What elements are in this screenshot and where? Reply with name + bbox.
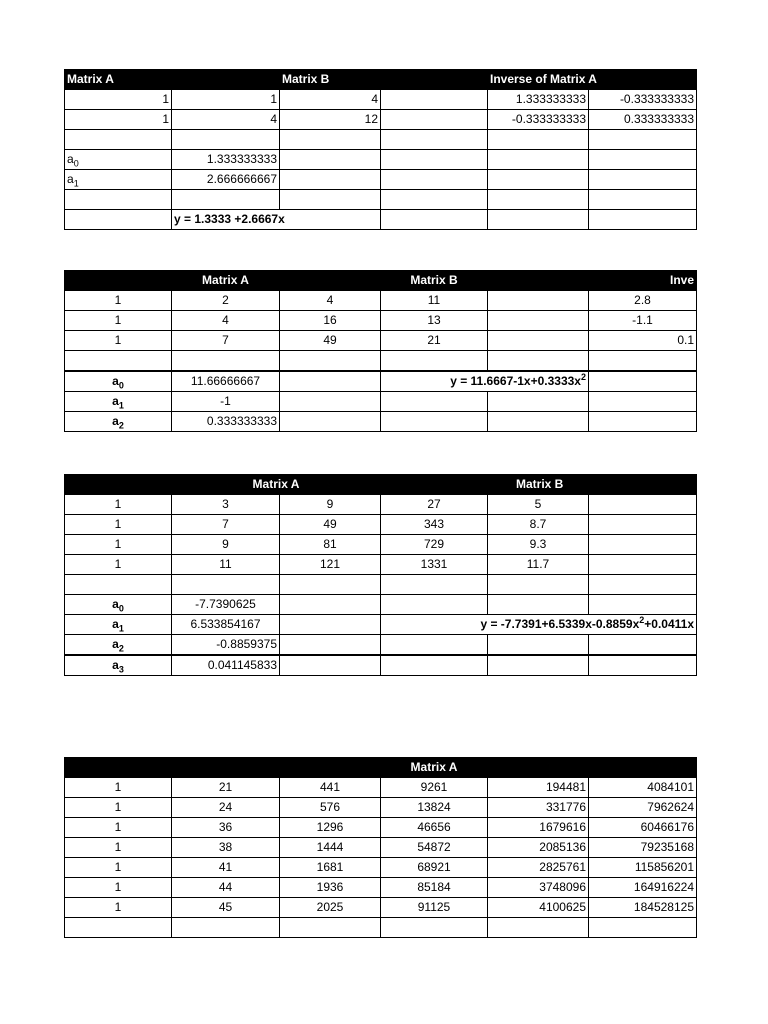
cell[interactable]: 9: [172, 535, 280, 555]
cell[interactable]: [381, 351, 488, 372]
header-matrix-a: Matrix A: [172, 271, 280, 291]
cell[interactable]: 9261: [381, 778, 488, 798]
table-row: [65, 555, 697, 575]
cell[interactable]: [488, 635, 589, 656]
equation-linear[interactable]: y = 1.3333 +2.6667x: [172, 210, 381, 230]
cell[interactable]: 45: [172, 898, 280, 918]
cell[interactable]: 1331: [381, 555, 488, 575]
cell[interactable]: 21: [172, 778, 280, 798]
coef-a1-value[interactable]: 2.666666667: [172, 170, 280, 190]
table-row: [65, 291, 697, 311]
cell[interactable]: [65, 190, 172, 210]
cell[interactable]: 2025: [280, 898, 381, 918]
cell[interactable]: [589, 412, 697, 432]
header-matrix-b: Matrix B: [381, 271, 488, 291]
cell[interactable]: 1444: [280, 838, 381, 858]
equation-quadratic[interactable]: $y = 11.6667-1x+0.3333x^2$: [381, 371, 589, 392]
cell[interactable]: [381, 412, 488, 432]
table-row: [65, 392, 697, 412]
table-row: [65, 818, 697, 838]
cell[interactable]: [488, 392, 589, 412]
cell[interactable]: [65, 575, 172, 595]
cell[interactable]: 49: [280, 515, 381, 535]
cell[interactable]: [488, 291, 589, 311]
cell[interactable]: 7: [172, 331, 280, 351]
table-header-row: [65, 271, 697, 291]
cell[interactable]: 115856201: [589, 858, 697, 878]
cell[interactable]: 46656: [381, 818, 488, 838]
cell[interactable]: [381, 150, 488, 170]
cell[interactable]: 1: [172, 90, 280, 110]
table-row: [65, 90, 697, 110]
cell[interactable]: [280, 635, 381, 656]
cell[interactable]: [280, 190, 381, 210]
cell[interactable]: 1679616: [488, 818, 589, 838]
table-quadratic-fit: [64, 270, 697, 432]
cell[interactable]: [280, 371, 381, 392]
cell[interactable]: 1681: [280, 858, 381, 878]
cell[interactable]: [65, 918, 172, 938]
cell[interactable]: 1936: [280, 878, 381, 898]
cell[interactable]: [381, 635, 488, 656]
cell[interactable]: 68921: [381, 858, 488, 878]
header-matrix-b: Matrix B: [488, 475, 589, 495]
cell[interactable]: 121: [280, 555, 381, 575]
table-row: [65, 495, 697, 515]
cell[interactable]: 1: [65, 878, 172, 898]
coef-a1-label[interactable]: $a_1$: [65, 615, 172, 635]
cell[interactable]: [381, 575, 488, 595]
cell[interactable]: 49: [280, 331, 381, 351]
table-row: [65, 412, 697, 432]
cell[interactable]: [280, 918, 381, 938]
cell[interactable]: [488, 655, 589, 676]
cell[interactable]: 3: [172, 495, 280, 515]
coef-a0-label[interactable]: $a_0$: [65, 150, 172, 170]
cell[interactable]: 12: [280, 110, 381, 130]
cell[interactable]: -1.1: [589, 311, 697, 331]
cell[interactable]: [488, 311, 589, 331]
cell[interactable]: [280, 150, 381, 170]
table-row: [65, 575, 697, 595]
cell[interactable]: [280, 392, 381, 412]
cell[interactable]: 13: [381, 311, 488, 331]
cell[interactable]: 1.333333333: [488, 90, 589, 110]
cell[interactable]: 4: [172, 311, 280, 331]
cell[interactable]: 729: [381, 535, 488, 555]
cell[interactable]: 164916224: [589, 878, 697, 898]
table-row: [65, 170, 697, 190]
table-linear-fit: [64, 69, 697, 230]
cell[interactable]: [488, 130, 589, 150]
table-row: [65, 210, 697, 230]
cell[interactable]: [381, 110, 488, 130]
coef-a3-label[interactable]: $a_3$: [65, 655, 172, 676]
cell[interactable]: 8.7: [488, 515, 589, 535]
cell[interactable]: [589, 555, 697, 575]
cell[interactable]: [381, 918, 488, 938]
cell[interactable]: 343: [381, 515, 488, 535]
equation-cubic[interactable]: $y = -7.7391+6.5339x-0.8859x^2+0.0411x$: [381, 615, 697, 635]
cell[interactable]: 44: [172, 878, 280, 898]
cell[interactable]: [280, 655, 381, 676]
cell[interactable]: [381, 190, 488, 210]
cell[interactable]: 2: [172, 291, 280, 311]
table-row: [65, 351, 697, 372]
coef-a0-value[interactable]: 11.66666667: [172, 371, 280, 392]
cell[interactable]: 38: [172, 838, 280, 858]
table-row: [65, 778, 697, 798]
cell[interactable]: [381, 90, 488, 110]
cell[interactable]: [589, 170, 697, 190]
header-matrix-b: Matrix B: [280, 70, 381, 90]
cell[interactable]: 1: [65, 555, 172, 575]
cell[interactable]: [172, 575, 280, 595]
table-row: [65, 898, 697, 918]
cell[interactable]: 331776: [488, 798, 589, 818]
cell[interactable]: [65, 351, 172, 372]
cell[interactable]: 576: [280, 798, 381, 818]
cell[interactable]: [488, 351, 589, 372]
table-row: [65, 595, 697, 615]
cell[interactable]: [488, 918, 589, 938]
cell[interactable]: 1: [65, 898, 172, 918]
cell[interactable]: [280, 130, 381, 150]
coef-a0-label[interactable]: $a_0$: [65, 371, 172, 392]
cell[interactable]: [280, 615, 381, 635]
header-matrix-a: Matrix A: [65, 70, 172, 90]
header-matrix-a: Matrix A: [410, 760, 458, 774]
cell[interactable]: 54872: [381, 838, 488, 858]
cell[interactable]: [280, 575, 381, 595]
cell[interactable]: 24: [172, 798, 280, 818]
cell[interactable]: 184528125: [589, 898, 697, 918]
table-row: [65, 515, 697, 535]
cell[interactable]: 11: [172, 555, 280, 575]
cell[interactable]: [172, 190, 280, 210]
cell[interactable]: 1: [65, 311, 172, 331]
cell[interactable]: 1: [65, 838, 172, 858]
cell[interactable]: [488, 170, 589, 190]
cell[interactable]: 16: [280, 311, 381, 331]
cell[interactable]: [280, 595, 381, 615]
table-quintic-matrix: [64, 757, 697, 938]
cell[interactable]: 2085136: [488, 838, 589, 858]
cell[interactable]: 36: [172, 818, 280, 838]
cell[interactable]: [381, 130, 488, 150]
cell[interactable]: 1: [65, 858, 172, 878]
cell[interactable]: -0.333333333: [589, 90, 697, 110]
table-row: [65, 615, 697, 635]
cell[interactable]: [280, 412, 381, 432]
coef-a2-label[interactable]: $a_2$: [65, 635, 172, 656]
table-row: [65, 371, 697, 392]
cell[interactable]: [488, 150, 589, 170]
coef-a0-value[interactable]: -7.7390625: [172, 595, 280, 615]
cell[interactable]: [488, 595, 589, 615]
cell[interactable]: 1: [65, 495, 172, 515]
coef-a1-value[interactable]: -1: [172, 392, 280, 412]
cell[interactable]: 7: [172, 515, 280, 535]
cell[interactable]: [589, 130, 697, 150]
header-matrix-a: Matrix A: [172, 475, 381, 495]
cell[interactable]: 1: [65, 798, 172, 818]
cell[interactable]: 2.8: [589, 291, 697, 311]
coef-a3-value[interactable]: 0.041145833: [172, 655, 280, 676]
table-row: [65, 798, 697, 818]
cell[interactable]: 21: [381, 331, 488, 351]
cell[interactable]: [488, 331, 589, 351]
cell[interactable]: 60466176: [589, 818, 697, 838]
cell[interactable]: [589, 190, 697, 210]
coef-a2-value[interactable]: -0.8859375: [172, 635, 280, 656]
cell[interactable]: [280, 170, 381, 190]
cell[interactable]: [488, 412, 589, 432]
cell[interactable]: [65, 210, 172, 230]
cell[interactable]: [589, 371, 697, 392]
cell[interactable]: 1: [65, 110, 172, 130]
table-row: [65, 878, 697, 898]
cell[interactable]: 1: [65, 535, 172, 555]
cell[interactable]: [589, 210, 697, 230]
cell[interactable]: 4: [280, 90, 381, 110]
cell[interactable]: 81: [280, 535, 381, 555]
cell[interactable]: 9.3: [488, 535, 589, 555]
cell[interactable]: 4: [172, 110, 280, 130]
table-row: [65, 130, 697, 150]
cell[interactable]: 5: [488, 495, 589, 515]
cell[interactable]: 1: [65, 818, 172, 838]
cell[interactable]: 11: [381, 291, 488, 311]
cell[interactable]: [172, 918, 280, 938]
table-row: [65, 655, 697, 676]
cell[interactable]: [589, 495, 697, 515]
coef-a2-label[interactable]: $a_2$: [65, 412, 172, 432]
table-row: [65, 190, 697, 210]
cell[interactable]: 1: [65, 291, 172, 311]
cell[interactable]: [589, 575, 697, 595]
cell[interactable]: 91125: [381, 898, 488, 918]
cell[interactable]: 1296: [280, 818, 381, 838]
cell[interactable]: 11.7: [488, 555, 589, 575]
cell[interactable]: [589, 535, 697, 555]
cell[interactable]: 13824: [381, 798, 488, 818]
cell[interactable]: [589, 515, 697, 535]
cell[interactable]: 0.333333333: [589, 110, 697, 130]
cell[interactable]: 1: [65, 90, 172, 110]
cell[interactable]: 7962624: [589, 798, 697, 818]
cell[interactable]: 4100625: [488, 898, 589, 918]
table-row: [65, 535, 697, 555]
coef-a1-label[interactable]: $a_1$: [65, 170, 172, 190]
cell[interactable]: 1: [65, 515, 172, 535]
cell[interactable]: 79235168: [589, 838, 697, 858]
cell[interactable]: [381, 655, 488, 676]
cell[interactable]: 2825761: [488, 858, 589, 878]
cell[interactable]: [589, 595, 697, 615]
header-inverse-a: Inverse of Matrix A: [488, 70, 697, 90]
table-header-row: [65, 70, 697, 90]
cell[interactable]: 85184: [381, 878, 488, 898]
cell[interactable]: [488, 210, 589, 230]
cell[interactable]: 27: [381, 495, 488, 515]
cell[interactable]: [172, 130, 280, 150]
cell[interactable]: [280, 351, 381, 372]
cell[interactable]: [589, 392, 697, 412]
cell[interactable]: [381, 392, 488, 412]
cell[interactable]: [589, 635, 697, 656]
cell[interactable]: [381, 170, 488, 190]
coef-a1-label[interactable]: $a_1$: [65, 392, 172, 412]
coef-a0-value[interactable]: 1.333333333: [172, 150, 280, 170]
cell[interactable]: 1: [65, 331, 172, 351]
table-row: [65, 331, 697, 351]
cell[interactable]: [589, 351, 697, 372]
table-row: [65, 150, 697, 170]
cell[interactable]: 3748096: [488, 878, 589, 898]
cell[interactable]: 0.1: [589, 331, 697, 351]
cell[interactable]: [488, 575, 589, 595]
table-row: [65, 110, 697, 130]
table-row: [65, 311, 697, 331]
cell[interactable]: -0.333333333: [488, 110, 589, 130]
cell[interactable]: [381, 595, 488, 615]
cell[interactable]: 1: [65, 778, 172, 798]
cell[interactable]: 4: [280, 291, 381, 311]
table-cubic-fit: [64, 474, 697, 676]
cell[interactable]: [589, 150, 697, 170]
cell[interactable]: [589, 918, 697, 938]
table-row: [65, 635, 697, 656]
table-row: [65, 918, 697, 938]
cell[interactable]: 4084101: [589, 778, 697, 798]
cell[interactable]: [589, 655, 697, 676]
cell[interactable]: 194481: [488, 778, 589, 798]
coef-a1-value[interactable]: 6.533854167: [172, 615, 280, 635]
cell[interactable]: 41: [172, 858, 280, 878]
cell[interactable]: [488, 190, 589, 210]
cell[interactable]: [172, 351, 280, 372]
header-inverse-a: Inve: [589, 271, 697, 291]
coef-a2-value[interactable]: 0.333333333: [172, 412, 280, 432]
coef-a0-label[interactable]: $a_0$: [65, 595, 172, 615]
cell[interactable]: 441: [280, 778, 381, 798]
cell[interactable]: 9: [280, 495, 381, 515]
table-row: [65, 858, 697, 878]
cell[interactable]: [65, 130, 172, 150]
table-header-row: [65, 475, 697, 495]
cell[interactable]: [381, 210, 488, 230]
table-row: [65, 838, 697, 858]
